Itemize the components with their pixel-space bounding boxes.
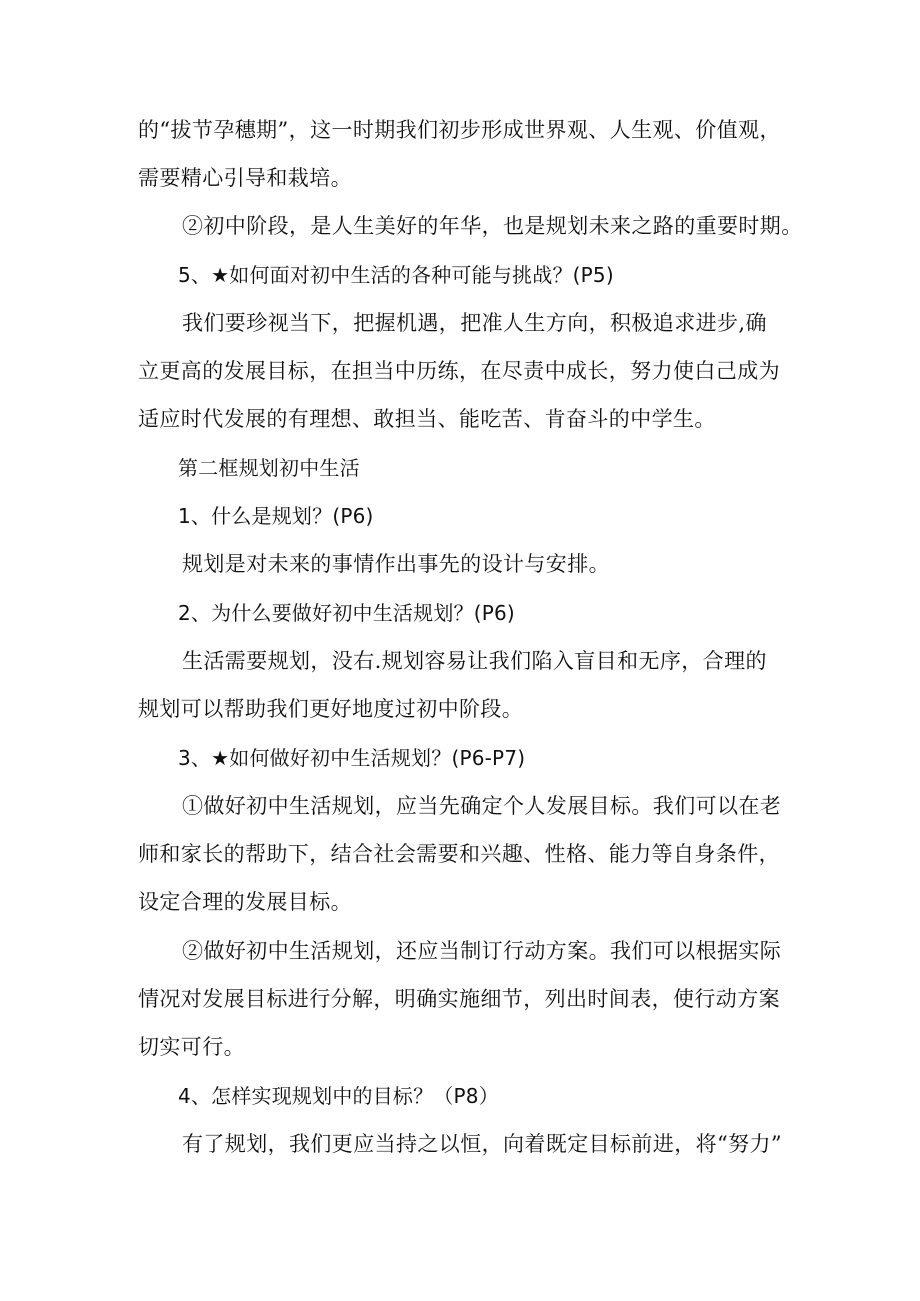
paragraph-line: ②做好初中生活规划，还应当制订行动方案。我们可以根据实际 [182,939,782,963]
paragraph-line: ②初中阶段，是人生美好的年华，也是规划未来之路的重要时期。 [182,214,803,238]
question-heading: 5、★如何面对初中生活的各种可能与挑战？(P5) [178,263,614,287]
paragraph-line: 有了规划，我们更应当持之以恒，向着既定目标前进，将“努力” [182,1132,783,1156]
paragraph-line: 需要精心引导和栽培。 [138,166,352,190]
paragraph-line: 立更高的发展目标，在担当中历练，在尽责中成长，努力使白己成为 [138,359,780,383]
question-heading: 1、什么是规划？(P6) [178,504,374,528]
section-heading: 第二框规划初中生活 [178,456,360,480]
paragraph-line: 的“拔节孕穗期”，这一时期我们初步形成世界观、人生观、价值观， [138,118,781,142]
question-heading: 2、为什么要做好初中生活规划？(P6) [178,601,515,625]
paragraph-line: 规划是对未来的事情作出事先的设计与安排。 [182,552,610,576]
paragraph-line: 规划可以帮助我们更好地度过初中阶段。 [138,697,524,721]
paragraph-line: 情况对发展目标进行分解，明确实施细节，列出时间表，使行动方案 [138,987,780,1011]
paragraph-line: 设定合理的发展目标。 [138,890,352,914]
question-heading: 3、★如何做好初中生活规划？(P6-P7) [178,746,526,770]
paragraph-line: 切实可行。 [138,1035,245,1059]
question-heading: 4、怎样实现规划中的目标？（P8） [178,1084,499,1108]
paragraph-line: 生活需要规划，没右.规划容易让我们陷入盲目和无序，合理的 [182,649,767,673]
paragraph-line: 我们要珍视当下，把握机遇，把准人生方向，积极追求进步,确 [182,311,767,335]
paragraph-line: 适应时代发展的有理想、敢担当、能吃苦、肯奋斗的中学生。 [138,407,716,431]
paragraph-line: ①做好初中生活规划，应当先确定个人发展目标。我们可以在老 [182,794,782,818]
paragraph-line: 师和家长的帮助下，结合社会需要和兴趣、性格、能力等自身条件， [138,842,780,866]
